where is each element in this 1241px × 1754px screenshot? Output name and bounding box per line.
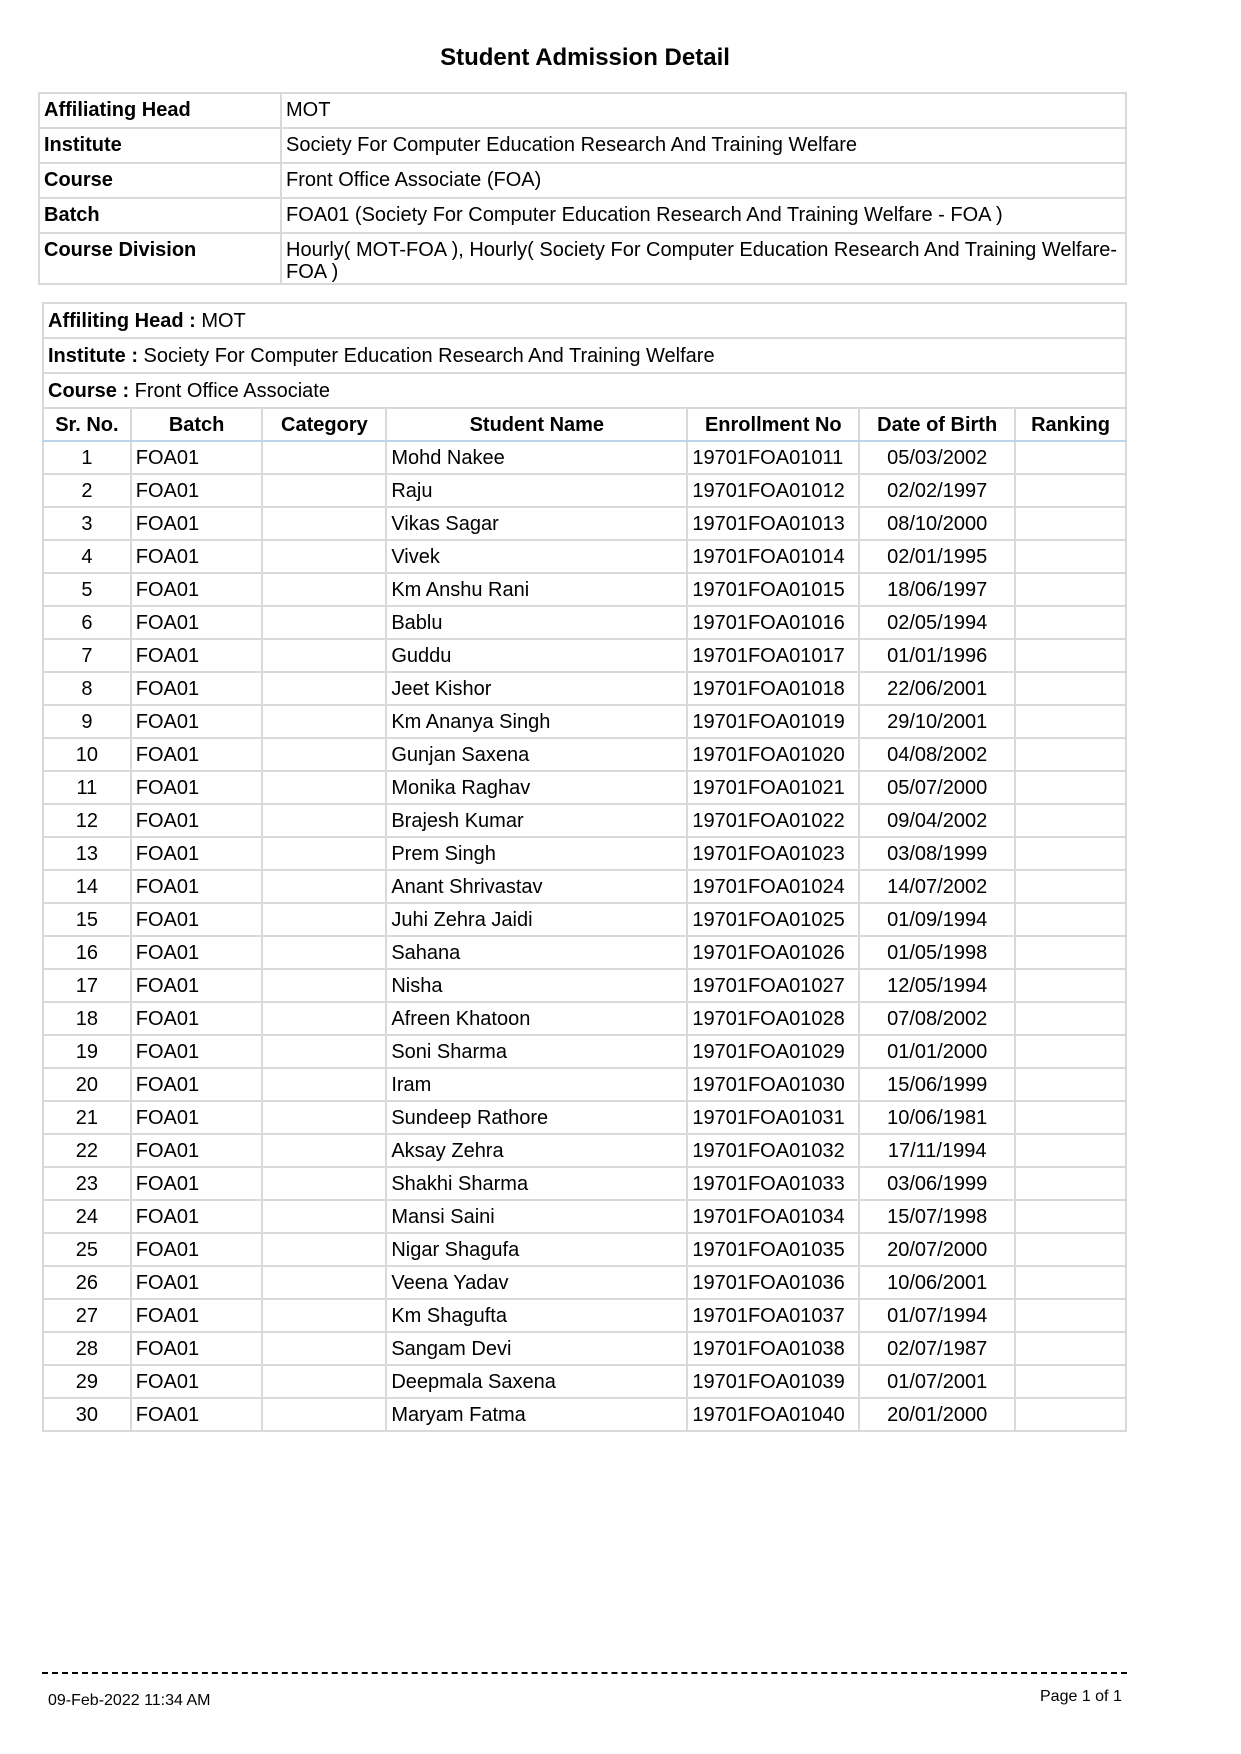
table-row	[43, 1134, 1126, 1167]
cell-batch: FOA01	[131, 804, 263, 837]
cell-category	[262, 1035, 386, 1068]
cell-student-name: Shakhi Sharma	[386, 1167, 687, 1200]
info-value: Front Office Associate (FOA)	[281, 163, 1126, 198]
cell-ranking	[1015, 1332, 1126, 1365]
cell-enrollment-no: 19701FOA01029	[687, 1035, 859, 1068]
table-row	[43, 837, 1126, 870]
cell-date-of-birth: 01/07/1994	[859, 1299, 1015, 1332]
cell-date-of-birth: 15/06/1999	[859, 1068, 1015, 1101]
cell-batch: FOA01	[131, 474, 263, 507]
cell-enrollment-no: 19701FOA01011	[687, 441, 859, 474]
cell-enrollment-no: 19701FOA01037	[687, 1299, 859, 1332]
cell-student-name: Deepmala Saxena	[386, 1365, 687, 1398]
cell-sr-no: 8	[43, 672, 131, 705]
cell-student-name: Sundeep Rathore	[386, 1101, 687, 1134]
cell-date-of-birth: 15/07/1998	[859, 1200, 1015, 1233]
cell-enrollment-no: 19701FOA01013	[687, 507, 859, 540]
cell-enrollment-no: 19701FOA01015	[687, 573, 859, 606]
cell-ranking	[1015, 1167, 1126, 1200]
cell-ranking	[1015, 1035, 1126, 1068]
cell-student-name: Vivek	[386, 540, 687, 573]
cell-sr-no: 4	[43, 540, 131, 573]
cell-sr-no: 29	[43, 1365, 131, 1398]
cell-sr-no: 22	[43, 1134, 131, 1167]
cell-category	[262, 1101, 386, 1134]
cell-student-name: Aksay Zehra	[386, 1134, 687, 1167]
cell-student-name: Soni Sharma	[386, 1035, 687, 1068]
group-head-value: MOT	[195, 309, 246, 332]
cell-batch: FOA01	[131, 705, 263, 738]
cell-category	[262, 540, 386, 573]
table-row	[43, 1233, 1126, 1266]
cell-enrollment-no: 19701FOA01017	[687, 639, 859, 672]
info-value: MOT	[281, 93, 1126, 128]
cell-ranking	[1015, 441, 1126, 474]
cell-ranking	[1015, 1002, 1126, 1035]
cell-sr-no: 7	[43, 639, 131, 672]
cell-batch: FOA01	[131, 540, 263, 573]
cell-sr-no: 24	[43, 1200, 131, 1233]
cell-category	[262, 507, 386, 540]
cell-category	[262, 1068, 386, 1101]
cell-date-of-birth: 02/05/1994	[859, 606, 1015, 639]
table-row	[43, 1398, 1126, 1431]
cell-date-of-birth: 03/06/1999	[859, 1167, 1015, 1200]
cell-batch: FOA01	[131, 1398, 263, 1431]
cell-category	[262, 474, 386, 507]
cell-student-name: Bablu	[386, 606, 687, 639]
cell-ranking	[1015, 1101, 1126, 1134]
footer-page-number: Page 1 of 1	[1040, 1688, 1122, 1705]
table-row	[43, 441, 1126, 474]
cell-ranking	[1015, 1134, 1126, 1167]
info-row	[39, 163, 1126, 198]
cell-category	[262, 1233, 386, 1266]
cell-sr-no: 15	[43, 903, 131, 936]
cell-ranking	[1015, 870, 1126, 903]
table-row	[43, 870, 1126, 903]
table-row	[43, 903, 1126, 936]
cell-student-name: Km Shagufta	[386, 1299, 687, 1332]
cell-batch: FOA01	[131, 1002, 263, 1035]
table-row	[43, 969, 1126, 1002]
cell-student-name: Nisha	[386, 969, 687, 1002]
cell-student-name: Sangam Devi	[386, 1332, 687, 1365]
col-header-student-name: Student Name	[386, 408, 687, 441]
cell-ranking	[1015, 639, 1126, 672]
cell-enrollment-no: 19701FOA01040	[687, 1398, 859, 1431]
cell-student-name: Veena Yadav	[386, 1266, 687, 1299]
cell-student-name: Monika Raghav	[386, 771, 687, 804]
table-row	[43, 1068, 1126, 1101]
cell-category	[262, 969, 386, 1002]
cell-ranking	[1015, 672, 1126, 705]
cell-category	[262, 1002, 386, 1035]
cell-date-of-birth: 08/10/2000	[859, 507, 1015, 540]
cell-sr-no: 16	[43, 936, 131, 969]
group-course-value: Front Office Associate	[129, 379, 330, 402]
col-header-ranking: Ranking	[1015, 408, 1126, 441]
cell-sr-no: 20	[43, 1068, 131, 1101]
cell-enrollment-no: 19701FOA01028	[687, 1002, 859, 1035]
cell-ranking	[1015, 1365, 1126, 1398]
cell-student-name: Maryam Fatma	[386, 1398, 687, 1431]
page-title: Student Admission Detail	[440, 44, 730, 71]
cell-sr-no: 28	[43, 1332, 131, 1365]
cell-category	[262, 738, 386, 771]
cell-ranking	[1015, 1266, 1126, 1299]
group-head-row	[43, 303, 1126, 338]
cell-date-of-birth: 01/09/1994	[859, 903, 1015, 936]
cell-category	[262, 870, 386, 903]
cell-student-name: Jeet Kishor	[386, 672, 687, 705]
cell-date-of-birth: 01/07/2001	[859, 1365, 1015, 1398]
cell-enrollment-no: 19701FOA01019	[687, 705, 859, 738]
cell-student-name: Guddu	[386, 639, 687, 672]
cell-enrollment-no: 19701FOA01033	[687, 1167, 859, 1200]
cell-sr-no: 26	[43, 1266, 131, 1299]
cell-sr-no: 5	[43, 573, 131, 606]
cell-batch: FOA01	[131, 969, 263, 1002]
cell-ranking	[1015, 1233, 1126, 1266]
cell-sr-no: 3	[43, 507, 131, 540]
cell-student-name: Iram	[386, 1068, 687, 1101]
footer-divider	[42, 1672, 1127, 1674]
cell-ranking	[1015, 1200, 1126, 1233]
cell-batch: FOA01	[131, 903, 263, 936]
cell-category	[262, 1266, 386, 1299]
cell-sr-no: 1	[43, 441, 131, 474]
cell-sr-no: 27	[43, 1299, 131, 1332]
cell-category	[262, 1167, 386, 1200]
info-value: FOA01 (Society For Computer Education Research And Training Welfare - FOA )	[281, 198, 1126, 233]
cell-sr-no: 21	[43, 1101, 131, 1134]
cell-sr-no: 17	[43, 969, 131, 1002]
cell-ranking	[1015, 573, 1126, 606]
group-course-label: Course :	[48, 379, 130, 402]
cell-category	[262, 771, 386, 804]
cell-enrollment-no: 19701FOA01034	[687, 1200, 859, 1233]
cell-date-of-birth: 01/01/2000	[859, 1035, 1015, 1068]
cell-date-of-birth: 20/01/2000	[859, 1398, 1015, 1431]
cell-ranking	[1015, 837, 1126, 870]
info-label: Institute	[39, 128, 281, 163]
col-header-enrollment-no: Enrollment No	[687, 408, 859, 441]
col-header-sr-no: Sr. No.	[43, 408, 131, 441]
cell-date-of-birth: 29/10/2001	[859, 705, 1015, 738]
cell-enrollment-no: 19701FOA01020	[687, 738, 859, 771]
cell-enrollment-no: 19701FOA01025	[687, 903, 859, 936]
table-row	[43, 936, 1126, 969]
cell-ranking	[1015, 1068, 1126, 1101]
cell-enrollment-no: 19701FOA01030	[687, 1068, 859, 1101]
cell-category	[262, 837, 386, 870]
cell-ranking	[1015, 705, 1126, 738]
cell-date-of-birth: 02/07/1987	[859, 1332, 1015, 1365]
cell-batch: FOA01	[131, 771, 263, 804]
column-header-row	[43, 408, 1126, 441]
table-row	[43, 540, 1126, 573]
cell-category	[262, 1398, 386, 1431]
table-row	[43, 474, 1126, 507]
cell-student-name: Vikas Sagar	[386, 507, 687, 540]
cell-batch: FOA01	[131, 1068, 263, 1101]
cell-batch: FOA01	[131, 1035, 263, 1068]
table-row	[43, 606, 1126, 639]
table-row	[43, 1266, 1126, 1299]
cell-category	[262, 1365, 386, 1398]
cell-enrollment-no: 19701FOA01038	[687, 1332, 859, 1365]
cell-date-of-birth: 09/04/2002	[859, 804, 1015, 837]
table-row	[43, 1101, 1126, 1134]
table-row	[43, 1167, 1126, 1200]
cell-category	[262, 639, 386, 672]
info-label: Batch	[39, 198, 281, 233]
cell-ranking	[1015, 738, 1126, 771]
cell-enrollment-no: 19701FOA01023	[687, 837, 859, 870]
col-header-date-of-birth: Date of Birth	[859, 408, 1015, 441]
cell-student-name: Km Ananya Singh	[386, 705, 687, 738]
cell-sr-no: 2	[43, 474, 131, 507]
cell-student-name: Juhi Zehra Jaidi	[386, 903, 687, 936]
cell-ranking	[1015, 1398, 1126, 1431]
cell-date-of-birth: 02/01/1995	[859, 540, 1015, 573]
cell-category	[262, 672, 386, 705]
cell-batch: FOA01	[131, 1365, 263, 1398]
cell-date-of-birth: 10/06/1981	[859, 1101, 1015, 1134]
group-head-label: Affiliting Head :	[48, 309, 196, 332]
cell-batch: FOA01	[131, 1101, 263, 1134]
table-row	[43, 507, 1126, 540]
info-row	[39, 198, 1126, 233]
cell-sr-no: 14	[43, 870, 131, 903]
cell-batch: FOA01	[131, 837, 263, 870]
cell-enrollment-no: 19701FOA01014	[687, 540, 859, 573]
admission-info-table	[38, 92, 1127, 285]
cell-enrollment-no: 19701FOA01012	[687, 474, 859, 507]
cell-date-of-birth: 01/01/1996	[859, 639, 1015, 672]
footer-timestamp: 09-Feb-2022 11:34 AM	[48, 1692, 211, 1709]
cell-date-of-birth: 14/07/2002	[859, 870, 1015, 903]
info-row	[39, 233, 1126, 284]
table-row	[43, 771, 1126, 804]
cell-date-of-birth: 05/03/2002	[859, 441, 1015, 474]
cell-ranking	[1015, 606, 1126, 639]
cell-batch: FOA01	[131, 1266, 263, 1299]
cell-date-of-birth: 07/08/2002	[859, 1002, 1015, 1035]
cell-enrollment-no: 19701FOA01027	[687, 969, 859, 1002]
cell-student-name: Nigar Shagufa	[386, 1233, 687, 1266]
table-row	[43, 804, 1126, 837]
cell-date-of-birth: 02/02/1997	[859, 474, 1015, 507]
group-institute-value: Society For Computer Education Research And Training Welfare	[138, 344, 715, 367]
cell-enrollment-no: 19701FOA01032	[687, 1134, 859, 1167]
cell-date-of-birth: 18/06/1997	[859, 573, 1015, 606]
cell-batch: FOA01	[131, 870, 263, 903]
cell-student-name: Brajesh Kumar	[386, 804, 687, 837]
cell-batch: FOA01	[131, 1134, 263, 1167]
cell-batch: FOA01	[131, 1200, 263, 1233]
cell-ranking	[1015, 540, 1126, 573]
cell-enrollment-no: 19701FOA01026	[687, 936, 859, 969]
table-row	[43, 573, 1126, 606]
info-row	[39, 128, 1126, 163]
info-value: Hourly( MOT-FOA ), Hourly( Society For Computer Education Research And Training Welfare-FOA )	[281, 233, 1126, 284]
cell-category	[262, 1134, 386, 1167]
cell-batch: FOA01	[131, 507, 263, 540]
cell-category	[262, 1332, 386, 1365]
table-row	[43, 738, 1126, 771]
cell-date-of-birth: 12/05/1994	[859, 969, 1015, 1002]
cell-enrollment-no: 19701FOA01035	[687, 1233, 859, 1266]
group-institute-label: Institute :	[48, 344, 138, 367]
cell-batch: FOA01	[131, 738, 263, 771]
cell-ranking	[1015, 507, 1126, 540]
table-row	[43, 1299, 1126, 1332]
cell-ranking	[1015, 474, 1126, 507]
cell-enrollment-no: 19701FOA01016	[687, 606, 859, 639]
cell-student-name: Mohd Nakee	[386, 441, 687, 474]
cell-date-of-birth: 17/11/1994	[859, 1134, 1015, 1167]
group-institute-row	[43, 338, 1126, 373]
cell-student-name: Sahana	[386, 936, 687, 969]
cell-date-of-birth: 01/05/1998	[859, 936, 1015, 969]
cell-sr-no: 25	[43, 1233, 131, 1266]
cell-ranking	[1015, 903, 1126, 936]
cell-batch: FOA01	[131, 573, 263, 606]
cell-ranking	[1015, 1299, 1126, 1332]
cell-category	[262, 903, 386, 936]
cell-ranking	[1015, 771, 1126, 804]
cell-batch: FOA01	[131, 1233, 263, 1266]
cell-sr-no: 13	[43, 837, 131, 870]
cell-date-of-birth: 03/08/1999	[859, 837, 1015, 870]
col-header-batch: Batch	[131, 408, 263, 441]
table-row	[43, 1332, 1126, 1365]
cell-category	[262, 1200, 386, 1233]
cell-student-name: Gunjan Saxena	[386, 738, 687, 771]
cell-sr-no: 23	[43, 1167, 131, 1200]
cell-enrollment-no: 19701FOA01036	[687, 1266, 859, 1299]
cell-batch: FOA01	[131, 639, 263, 672]
cell-category	[262, 606, 386, 639]
table-row	[43, 705, 1126, 738]
cell-sr-no: 6	[43, 606, 131, 639]
cell-student-name: Raju	[386, 474, 687, 507]
cell-batch: FOA01	[131, 606, 263, 639]
cell-sr-no: 11	[43, 771, 131, 804]
cell-ranking	[1015, 804, 1126, 837]
cell-category	[262, 573, 386, 606]
cell-date-of-birth: 22/06/2001	[859, 672, 1015, 705]
table-row	[43, 1035, 1126, 1068]
cell-date-of-birth: 04/08/2002	[859, 738, 1015, 771]
cell-date-of-birth: 20/07/2000	[859, 1233, 1015, 1266]
col-header-category: Category	[262, 408, 386, 441]
cell-date-of-birth: 05/07/2000	[859, 771, 1015, 804]
cell-enrollment-no: 19701FOA01022	[687, 804, 859, 837]
cell-batch: FOA01	[131, 936, 263, 969]
cell-category	[262, 705, 386, 738]
table-row	[43, 1200, 1126, 1233]
cell-sr-no: 10	[43, 738, 131, 771]
cell-category	[262, 936, 386, 969]
cell-enrollment-no: 19701FOA01021	[687, 771, 859, 804]
info-label: Affiliating Head	[39, 93, 281, 128]
info-row	[39, 93, 1126, 128]
table-row	[43, 672, 1126, 705]
cell-student-name: Mansi Saini	[386, 1200, 687, 1233]
cell-batch: FOA01	[131, 441, 263, 474]
group-course-row	[43, 373, 1126, 408]
cell-enrollment-no: 19701FOA01039	[687, 1365, 859, 1398]
cell-batch: FOA01	[131, 1167, 263, 1200]
cell-category	[262, 804, 386, 837]
info-label: Course Division	[39, 233, 281, 284]
table-row	[43, 1365, 1126, 1398]
cell-batch: FOA01	[131, 672, 263, 705]
cell-sr-no: 9	[43, 705, 131, 738]
cell-ranking	[1015, 969, 1126, 1002]
cell-student-name: Km Anshu Rani	[386, 573, 687, 606]
cell-sr-no: 30	[43, 1398, 131, 1431]
cell-date-of-birth: 10/06/2001	[859, 1266, 1015, 1299]
cell-sr-no: 12	[43, 804, 131, 837]
cell-enrollment-no: 19701FOA01031	[687, 1101, 859, 1134]
table-row	[43, 1002, 1126, 1035]
cell-enrollment-no: 19701FOA01024	[687, 870, 859, 903]
cell-ranking	[1015, 936, 1126, 969]
cell-student-name: Anant Shrivastav	[386, 870, 687, 903]
table-row	[43, 639, 1126, 672]
cell-enrollment-no: 19701FOA01018	[687, 672, 859, 705]
cell-sr-no: 18	[43, 1002, 131, 1035]
cell-category	[262, 441, 386, 474]
cell-student-name: Afreen Khatoon	[386, 1002, 687, 1035]
cell-sr-no: 19	[43, 1035, 131, 1068]
cell-batch: FOA01	[131, 1332, 263, 1365]
info-label: Course	[39, 163, 281, 198]
cell-batch: FOA01	[131, 1299, 263, 1332]
students-table	[42, 302, 1127, 1432]
cell-student-name: Prem Singh	[386, 837, 687, 870]
cell-category	[262, 1299, 386, 1332]
info-value: Society For Computer Education Research And Training Welfare	[281, 128, 1126, 163]
